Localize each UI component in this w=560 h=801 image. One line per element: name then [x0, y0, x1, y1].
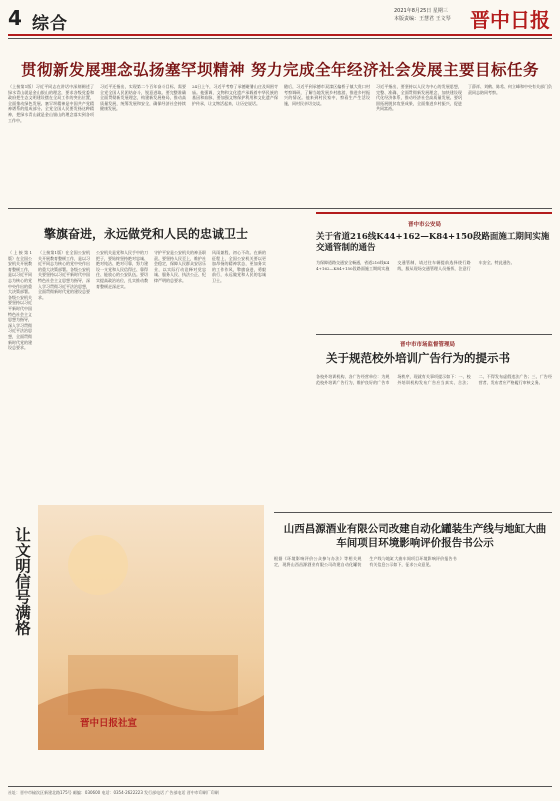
date-block: [394, 7, 451, 23]
a2-col-3: 守护平安是公安机关的神圣职责。要坚持人民至上，维护社会稳定，保障人民群众安居乐业，以实际行动诠释对党忠诚、服务人民、执法公正、纪律严明的总要求。: [154, 250, 206, 283]
a2-col-2: 公安机关是党和人民手中的刀把子，要始终坚持绝对忠诚、绝对纯洁、绝对可靠，努力建设一支党和人民信得过、靠得住、能放心的公安队伍。要切实提高政治站位，扎实推动教育整顿走深走实。: [96, 250, 148, 289]
notice2-body: 各校外培训机构、各广告经营单位：为规范校外培训广告行为，维护良好的广告市场秩序，现就有关事项提示如下：一、校外培训机构发布广告应当真实、合法；二、不得发布虚假违法广告；三、广告经营者、发布者应严格履行审核义务。: [316, 374, 552, 385]
notice1-tag: 晋中市公安局: [408, 222, 442, 228]
lead-col-4: 随后，习近平到承德市双滦区偏桥子镇大贵口村考察调研，了解当地发展乡村旅游，推进乡村振兴的情况。他来到村民家中，察看生产生活设施，同村民亲切交谈。: [284, 84, 370, 106]
article2-left-col: [8, 250, 32, 500]
notice1-rule: [316, 212, 552, 214]
notice3-headline: 山西昌源酒业有限公司改建自动化罐装生产线与地缸大曲车间项目环境影响评价报告书公示: [283, 523, 547, 549]
notice1-headline: 关于省道216线K44+162—K84+150段路面施工期间实施交通管制的通告: [316, 232, 550, 253]
issue-date: 2021年8月25日 星期三: [394, 8, 448, 14]
lead-article-body: [8, 84, 552, 202]
footer-rule: [8, 786, 552, 787]
article2-headline: 擎旗奋进，永远做党和人民的忠诚卫士: [44, 227, 249, 241]
a2-col-1: （上接第1版）在全国公安机关开展教育整顿工作，是以习近平同志为核心的党中央作出的重大决策部署。各级公安机关要坚持以习近平新时代中国特色社会主义思想为指导，深入学习贯彻习近平法治思想，全面贯彻新时代党的建设总要求。: [38, 250, 90, 300]
editor-line: 本版责编：王慧君 王文琴: [394, 16, 451, 22]
header-rule-thin: [8, 38, 552, 39]
psa-art: [38, 505, 264, 750]
masthead-logo: 晋中日报: [470, 8, 550, 32]
notice1-body: 为保障道路交通安全畅通，省道216线K44+162—K84+150段路面施工期间实施交通管制，请过往车辆提前选择绕行路线，服从现场交通管理人员指挥，注意行车安全。特此通告。: [316, 260, 515, 271]
a2-left-text: （上接第1版）在全国公安机关开展教育整顿工作，是以习近平同志为核心的党中央作出的重大决策部署。各级公安机关要坚持以习近平新时代中国特色社会主义思想为指导，深入学习贯彻习近平法治思想，全面贯彻新时代党的建设总要求。: [8, 250, 32, 351]
lead-col-1: （上接第1版）习近平同志在讲话中深刻阐述了绿水青山就是金山银山的理念，要求各级党委和政府把生态文明建设摆在全局工作的突出位置，全面推动绿色发展。塞罕坝精神是中国共产党精神谱系的组成部分。全党全国人民要发扬这种精神，把绿水青山就是金山银山的理念落实到各项工作中。: [8, 84, 94, 123]
lead-col-6: 丁薛祥、刘鹤、陈希、何立峰和中央有关部门负责同志陪同考察。: [468, 84, 552, 95]
notice2-rule: [316, 334, 552, 335]
psa-slogan: 让文明信号满格: [13, 527, 32, 636]
lead-col-5: 习近平指出，要坚持以人民为中心的发展思想，完整、准确、全面贯彻新发展理念，加快建设现代化经济体系，推动经济社会高质量发展。要巩固拓展脱贫攻坚成果，全面推进乡村振兴，促进共同富裕。: [376, 84, 462, 112]
notice2-headline: 关于规范校外培训广告行为的提示书: [326, 351, 510, 365]
lead-col-2: 习近平还指出，实现第二个百年奋斗目标，需要全党全国人民团结奋斗，锐意进取。要完整准确全面贯彻新发展理念，构建新发展格局，推动高质量发展，统筹发展和安全，确保经济社会持续健康发展。: [100, 84, 186, 112]
footer-text: 社址：晋中市榆次区新建北路175号 邮编：030600 电话：0354-2622223 发行部电话 广告部电话 晋中市印刷厂印刷: [8, 790, 219, 795]
article2-body: [38, 250, 266, 500]
lead-headline: 贯彻新发展理念弘扬塞罕坝精神 努力完成全年经济社会发展主要目标任务: [21, 60, 539, 79]
notice3-body: 根据《环境影响评价公众参与办法》等相关规定，现将山西昌源酒业有限公司改建自动化罐装生产线与地缸大曲车间项目环境影响评价报告书有关信息公示如下，征求公众意见。: [274, 556, 457, 567]
section-divider: [8, 208, 552, 209]
header-rule: [8, 34, 552, 36]
page-number: 4: [8, 6, 22, 30]
a2-col-4: 风雨兼程，初心不改。在新的征程上，全国公安机关要以更加昂扬的精神状态，更加务实的工作作风，擎旗奋进，勇毅前行，永远做党和人民的忠诚卫士。: [212, 250, 266, 283]
notice3-rule: [274, 512, 552, 513]
psa-illustration: [38, 505, 264, 750]
section-name: 综合: [32, 14, 68, 34]
notice2-tag: 晋中市市场监督管理局: [400, 342, 456, 348]
lead-col-3: 24日上午，习近平考察了承德避暑山庄及周围寺庙。他强调，文物和文化遗产承载着中华民族的基因和血脉，要加强文物保护利用和文化遗产保护传承，让文物活起来，让历史说话。: [192, 84, 278, 106]
psa-logo: 晋中日报社宣: [80, 718, 138, 729]
